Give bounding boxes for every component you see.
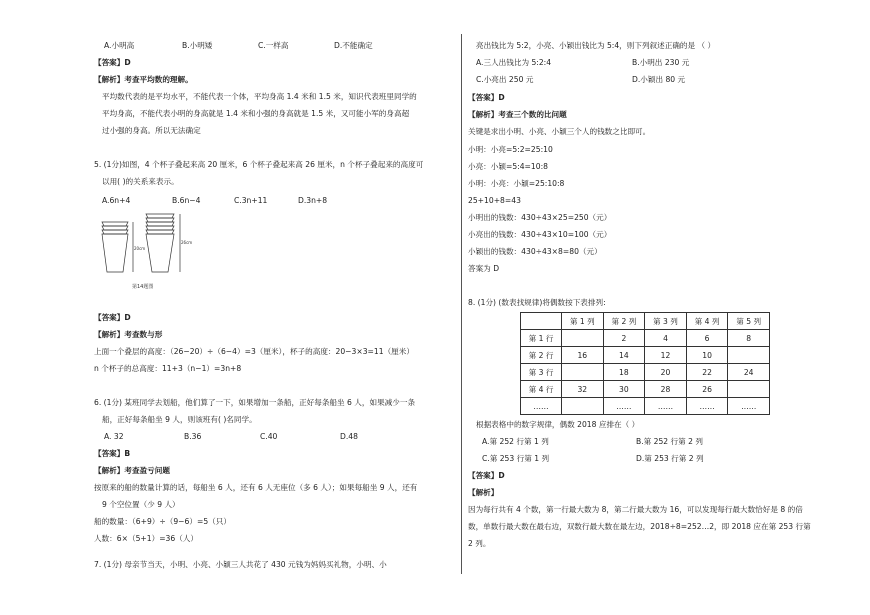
q7-analysis-title: 【解析】考查三个数的比问题 bbox=[468, 110, 567, 119]
q8-options-row-1 bbox=[482, 437, 703, 447]
column-divider bbox=[461, 34, 462, 574]
q4-analysis-line: 平均身高，不能代表小明的身高就是 1.4 米和小强的身高就是 1.5 米，又可能小军的身高超 bbox=[102, 109, 410, 118]
q4-analysis-title: 【解析】考查平均数的理解。 bbox=[94, 75, 193, 84]
q6-analysis-title: 【解析】考查盈亏问题 bbox=[94, 466, 170, 475]
q6-option-d: D.48 bbox=[340, 432, 358, 441]
table-row bbox=[521, 381, 770, 398]
table-cell: …… bbox=[686, 398, 728, 415]
q5-option-b: B.6n−4 bbox=[172, 196, 201, 205]
table-cell: 28 bbox=[645, 381, 687, 398]
table-cell: 20 bbox=[645, 364, 687, 381]
q7-question-line: 7. (1分) 母亲节当天，小明、小亮、小颖三人共花了 430 元钱为妈妈买礼物，小明、小 bbox=[94, 560, 387, 569]
q6-analysis-line: 9 个空位置（少 9 人） bbox=[102, 500, 180, 509]
q7-analysis-line: 小明：小亮=5:2=25:10 bbox=[468, 145, 553, 154]
q7-answer: 【答案】D bbox=[468, 93, 505, 102]
q8-analysis-title: 【解析】 bbox=[468, 488, 499, 497]
table-header-cell bbox=[521, 313, 562, 330]
q4-option-d: D.不能确定 bbox=[334, 41, 373, 50]
q4-analysis-line: 过小强的身高。所以无法确定 bbox=[102, 126, 201, 135]
q7-option-d: D.小颖出 80 元 bbox=[632, 75, 686, 84]
q6-question-line: 船，正好每条船坐 9 人，则该班有( )名同学。 bbox=[102, 415, 257, 424]
q5-option-c: C.3n+11 bbox=[234, 196, 268, 205]
q5-answer: 【答案】D bbox=[94, 313, 131, 322]
table-cell: 第 3 行 bbox=[521, 364, 562, 381]
q5-analysis-title: 【解析】考查数与形 bbox=[94, 330, 163, 339]
q5-analysis-line: 上面一个叠层的高度：（26−20）÷（6−4）=3（厘米），杯子的高度：20−3×3=11（厘米） bbox=[94, 347, 414, 356]
table-cell: 4 bbox=[645, 330, 687, 347]
q7-analysis-line: 小明出的钱数：430÷43×25=250（元） bbox=[468, 213, 612, 222]
q5-analysis-line: n 个杯子的总高度：11+3（n−1）=3n+8 bbox=[94, 364, 242, 373]
q6-option-c: C.40 bbox=[260, 432, 278, 441]
stacked-cups-figure bbox=[96, 210, 196, 300]
table-row bbox=[521, 330, 770, 347]
q8-options-row-2 bbox=[482, 454, 704, 464]
table-cell bbox=[562, 364, 604, 381]
q7-options-row-1 bbox=[476, 58, 689, 68]
q7-analysis-line: 小颖出的钱数：430÷43×8=80（元） bbox=[468, 247, 602, 256]
q7-analysis-line: 小亮出的钱数：430÷43×10=100（元） bbox=[468, 230, 612, 239]
q4-option-b: B.小明矮 bbox=[182, 41, 213, 50]
q6-options bbox=[104, 432, 358, 442]
table-cell: 24 bbox=[728, 364, 770, 381]
q6-answer: 【答案】B bbox=[94, 449, 131, 458]
q4-options bbox=[104, 41, 373, 51]
table-cell: 14 bbox=[603, 347, 645, 364]
table-cell: 12 bbox=[645, 347, 687, 364]
table-cell: …… bbox=[603, 398, 645, 415]
table-cell: 16 bbox=[562, 347, 604, 364]
figure-label-left: 20cm bbox=[134, 246, 146, 251]
q7-option-b: B.小明出 230 元 bbox=[632, 58, 690, 67]
table-cell: …… bbox=[521, 398, 562, 415]
q7-analysis-line: 小亮：小颖=5:4=10:8 bbox=[468, 162, 548, 171]
table-cell bbox=[562, 398, 604, 415]
q6-analysis-line: 按原来的船的数量计算的话，每船坐 6 人，还有 6 人无座位（多 6 人）；如果每船坐 9 人，还有 bbox=[94, 483, 418, 492]
even-number-table bbox=[520, 312, 770, 415]
table-cell: 32 bbox=[562, 381, 604, 398]
table-cell: 22 bbox=[686, 364, 728, 381]
q5-option-d: D.3n+8 bbox=[298, 196, 328, 205]
q5-option-a: A.6n+4 bbox=[102, 196, 131, 205]
q8-question: 8. (1分) (数表找规律)将偶数按下表排列: bbox=[468, 298, 606, 307]
table-header-cell: 第 5 列 bbox=[728, 313, 770, 330]
q7-analysis-line: 25+10+8=43 bbox=[468, 196, 521, 205]
table-cell: 8 bbox=[728, 330, 770, 347]
q8-option-d: D.第 253 行第 2 列 bbox=[636, 454, 704, 463]
table-header-cell: 第 2 列 bbox=[603, 313, 645, 330]
table-cell: 10 bbox=[686, 347, 728, 364]
q6-question-line: 6. (1分) 某班同学去划船，他们算了一下，如果增加一条船，正好每条船坐 6 人，如果减少一条 bbox=[94, 398, 416, 407]
q8-option-c: C.第 253 行第 1 列 bbox=[482, 454, 550, 463]
table-cell bbox=[728, 381, 770, 398]
q8-analysis-line: 2 列。 bbox=[468, 539, 491, 548]
q8-option-a: A.第 252 行第 1 列 bbox=[482, 437, 549, 446]
figure-caption: 第14题图 bbox=[132, 284, 154, 290]
q4-answer: 【答案】D bbox=[94, 58, 131, 67]
q5-options bbox=[102, 196, 327, 206]
table-cell: …… bbox=[645, 398, 687, 415]
q5-question-line: 5. (1分)如图，4 个杯子叠起来高 20 厘米，6 个杯子叠起来高 26 厘米，n 个杯子叠起来的高度可 bbox=[94, 160, 424, 169]
table-header-row bbox=[521, 313, 770, 330]
q8-analysis-line: 数，单数行最大数在最右边，双数行最大数在最左边，2018÷8=252…2，即 2018 应在第 253 行第 bbox=[468, 522, 811, 531]
table-cell: …… bbox=[728, 398, 770, 415]
table-header-cell: 第 1 列 bbox=[562, 313, 604, 330]
table-header-cell: 第 3 列 bbox=[645, 313, 687, 330]
q7-option-a: A.三人出钱比为 5:2:4 bbox=[476, 58, 552, 67]
q4-option-a: A.小明高 bbox=[104, 41, 135, 50]
q6-option-a: A. 32 bbox=[104, 432, 124, 441]
q8-prompt: 根据表格中的数字规律，偶数 2018 应排在（ ） bbox=[476, 420, 640, 429]
table-cell bbox=[562, 330, 604, 347]
table-cell: 第 1 行 bbox=[521, 330, 562, 347]
table-cell: 30 bbox=[603, 381, 645, 398]
table-header-cell: 第 4 列 bbox=[686, 313, 728, 330]
table-cell: 26 bbox=[686, 381, 728, 398]
table-cell: 第 4 行 bbox=[521, 381, 562, 398]
q6-option-b: B.36 bbox=[184, 432, 202, 441]
q7-options-row-2 bbox=[476, 75, 685, 85]
q6-analysis-line: 人数：6×（5+1）=36（人） bbox=[94, 534, 198, 543]
table-cell bbox=[728, 347, 770, 364]
q7-analysis-line: 小明：小亮：小颖=25:10:8 bbox=[468, 179, 565, 188]
table-cell: 18 bbox=[603, 364, 645, 381]
q4-option-c: C.一样高 bbox=[258, 41, 289, 50]
q5-question-line: 以用( )的关系来表示。 bbox=[102, 177, 179, 186]
table-row bbox=[521, 398, 770, 415]
q7-analysis-line: 答案为 D bbox=[468, 264, 500, 273]
q4-analysis-line: 平均数代表的是平均水平，不能代表一个体，平均身高 1.4 米和 1.5 米，知识代表班里同学的 bbox=[102, 92, 417, 101]
q6-analysis-line: 船的数量：（6+9）÷（9−6）=5（只） bbox=[94, 517, 231, 526]
table-cell: 2 bbox=[603, 330, 645, 347]
q8-option-b: B.第 252 行第 2 列 bbox=[636, 437, 703, 446]
q7-analysis-line: 关键是求出小明、小亮、小颖三个人的钱数之比即可。 bbox=[468, 127, 651, 136]
table-cell: 6 bbox=[686, 330, 728, 347]
q8-analysis-line: 因为每行共有 4 个数，第一行最大数为 8，第二行最大数为 16，可以发现每行最大数恰好是 8 的倍 bbox=[468, 505, 803, 514]
figure-label-right: 26cm bbox=[181, 240, 193, 245]
table-cell: 第 2 行 bbox=[521, 347, 562, 364]
table-row bbox=[521, 364, 770, 381]
table-row bbox=[521, 347, 770, 364]
q7-question-cont: 亮出钱比为 5:2，小亮、小颖出钱比为 5:4，则下列叙述正确的是 （ ） bbox=[476, 41, 716, 50]
q8-answer: 【答案】D bbox=[468, 471, 505, 480]
q7-option-c: C.小亮出 250 元 bbox=[476, 75, 534, 84]
